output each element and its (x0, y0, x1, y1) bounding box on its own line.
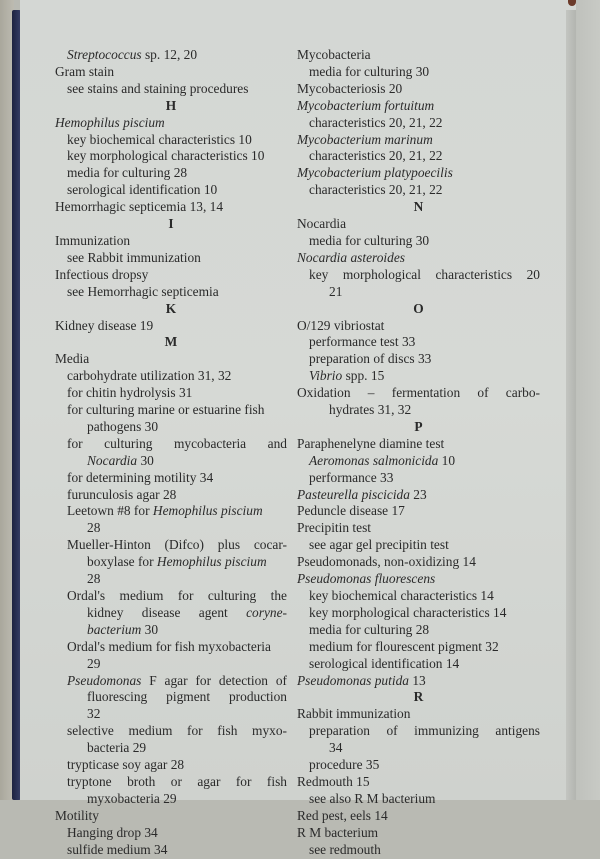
entry-text: preparation of immunizing antigens (309, 723, 540, 739)
index-subentry (55, 571, 287, 588)
index-subentry (55, 436, 287, 453)
index-entry (297, 503, 540, 520)
italic-term: Pseudomonas fluorescens (297, 571, 436, 587)
entry-text: performance 33 (309, 469, 394, 485)
entry-text: trypticase soy agar 28 (67, 757, 185, 773)
index-subentry (297, 284, 540, 301)
entry-text: F agar for detection of (141, 672, 287, 688)
entry-text: Peduncle disease 17 (297, 503, 405, 519)
entry-text: for chitin hydrolysis 31 (67, 385, 193, 401)
entry-text: pathogens 30 (87, 418, 159, 434)
entry-text: preparation of discs 33 (309, 351, 432, 367)
index-entry (297, 132, 540, 149)
entry-text: kidney disease agent (87, 604, 247, 620)
entry-text: Motility (55, 807, 99, 823)
entry-text: Hemorrhagic septicemia 13, 14 (55, 199, 224, 215)
entry-text: see redmouth (309, 841, 381, 857)
entry-text: serological identification 14 (309, 655, 460, 671)
index-subentry (55, 453, 287, 470)
index-subentry (297, 233, 540, 250)
italic-term: Nocardia asteroides (297, 249, 405, 265)
index-entry (297, 318, 540, 335)
italic-term: Pseudomonas putida (297, 672, 409, 688)
entry-text: see stains and staining procedures (67, 80, 249, 96)
entry-text: Pseudomonads, non-oxidizing 14 (297, 554, 476, 570)
index-subentry (55, 148, 287, 165)
entry-text: for culturing marine or estuarine fish (67, 402, 265, 418)
entry-text: Ordal's medium for fish myxobacteria (67, 638, 271, 654)
entry-text: characteristics 20, 21, 22 (309, 182, 443, 198)
entry-text: Immunization (55, 232, 131, 248)
italic-term: coryne- (246, 604, 287, 620)
index-subentry (297, 64, 540, 81)
entry-text: sulfide medium 34 (67, 841, 168, 857)
entry-text: 10 (438, 452, 456, 468)
index-subentry (55, 503, 287, 520)
entry-text: medium for flourescent pigment 32 (309, 638, 499, 654)
italic-term: Hemophilus piscium (152, 503, 263, 519)
index-entry (297, 571, 540, 588)
index-subentry (55, 639, 287, 656)
index-entry (297, 520, 540, 537)
index-subentry (55, 842, 287, 859)
entry-text: fluorescing pigment production (87, 689, 287, 705)
entry-text: boxylase for (87, 554, 157, 570)
italic-term: Pasteurella piscicida (297, 486, 410, 502)
entry-text: 23 (409, 486, 427, 502)
italic-term: Mycobacterium marinum (297, 131, 433, 147)
entry-text: see Hemorrhagic septicemia (67, 283, 219, 299)
index-subentry (297, 537, 540, 554)
entry-text: sp. 12, 20 (141, 47, 198, 62)
entry-text: Leetown #8 for (67, 503, 153, 519)
index-subentry (297, 334, 540, 351)
index-column-right (297, 47, 540, 859)
index-entry (297, 673, 540, 690)
entry-text: media for culturing 28 (67, 165, 188, 181)
entry-text: Redmouth 15 (297, 773, 370, 789)
entry-text: Mycobacteriosis 20 (297, 80, 403, 96)
entry-text: Ordal's medium for culturing the (67, 588, 287, 603)
index-entry (297, 385, 540, 402)
entry-text: R M bacterium (297, 824, 379, 840)
index-subentry (55, 250, 287, 267)
index-subentry (55, 689, 287, 706)
index-letter-header: H (165, 97, 177, 113)
entry-text: for culturing mycobacteria and (67, 435, 287, 451)
index-subentry (55, 605, 287, 622)
italic-term: Hemophilus piscium (55, 114, 165, 130)
italic-term: Mycobacterium fortuitum (297, 97, 435, 113)
index-entry (55, 351, 287, 368)
index-subentry (55, 520, 287, 537)
index-subentry (55, 588, 287, 605)
index-entry (55, 318, 287, 335)
entry-text: Precipitin test (297, 520, 372, 536)
index-entry (297, 825, 540, 842)
index-entry (55, 199, 287, 216)
index-subentry (55, 656, 287, 673)
index-entry (297, 436, 540, 453)
index-entry (297, 165, 540, 182)
entry-text: Gram stain (55, 63, 115, 79)
index-subentry (297, 148, 540, 165)
index-subentry (297, 723, 540, 740)
index-subentry (297, 622, 540, 639)
index-entry (297, 487, 540, 504)
entry-text: for determining motility 34 (67, 469, 214, 485)
index-subentry (55, 419, 287, 436)
italic-term: Vibrio (309, 368, 343, 384)
index-subentry (55, 470, 287, 487)
index-subentry (55, 825, 287, 842)
entry-text: O/129 vibriostat (297, 317, 385, 333)
page-edge (566, 10, 576, 800)
index-subentry (297, 115, 540, 132)
index-subentry (55, 284, 287, 301)
entry-text: 21 (329, 283, 343, 299)
index-subentry (55, 487, 287, 504)
index-entry (297, 808, 540, 825)
entry-text: see Rabbit immunization (67, 249, 201, 265)
index-letter-header: P (414, 418, 423, 434)
entry-text: characteristics 20, 21, 22 (309, 148, 443, 164)
index-entry (297, 216, 540, 233)
index-subentry (55, 182, 287, 199)
italic-term: bacterium (87, 621, 142, 637)
index-entry (297, 250, 540, 267)
entry-text: serological identification 10 (67, 182, 218, 198)
index-subentry (55, 165, 287, 182)
index-entry (55, 64, 287, 81)
index-entry (297, 47, 540, 64)
index-entry (55, 808, 287, 825)
entry-text: selective medium for fish myxo- (67, 723, 287, 739)
index-letter-header: O (413, 300, 424, 316)
entry-text: media for culturing 30 (309, 63, 430, 79)
entry-text: 30 (141, 621, 159, 637)
index-subentry (55, 740, 287, 757)
index-entry (55, 267, 287, 284)
index-subentry (297, 791, 540, 808)
entry-text: key biochemical characteristics 10 (67, 131, 252, 147)
entry-text: 28 (87, 571, 101, 587)
index-entry (55, 233, 287, 250)
index-letter-header: M (164, 334, 178, 350)
entry-text: key morphological characteristics 20 (309, 266, 540, 282)
index-subentry (55, 673, 287, 690)
index-subentry (297, 740, 540, 757)
index-entry (297, 774, 540, 791)
index-subentry (297, 182, 540, 199)
entry-text: key morphological characteristics 14 (309, 604, 507, 620)
entry-text: Media (55, 351, 90, 367)
index-entry (55, 115, 287, 132)
entry-text: Oxidation – fermentation of carbo- (297, 385, 540, 401)
index-subentry (55, 132, 287, 149)
entry-text: furunculosis agar 28 (67, 486, 177, 502)
index-entry (297, 98, 540, 115)
index-subentry (55, 47, 287, 64)
entry-text: 28 (87, 520, 101, 536)
entry-text: 29 (87, 655, 101, 671)
entry-text: media for culturing 28 (309, 621, 430, 637)
entry-text: see also R M bacterium (309, 790, 436, 806)
entry-text: Mycobacteria (297, 47, 371, 62)
italic-term: Hemophilus piscium (156, 554, 267, 570)
entry-text: hydrates 31, 32 (329, 402, 412, 418)
entry-text: Nocardia (297, 216, 347, 232)
index-subentry (297, 368, 540, 385)
index-subentry (55, 554, 287, 571)
entry-text: Red pest, eels 14 (297, 807, 388, 823)
italic-term: Nocardia (87, 452, 138, 468)
entry-text: 32 (87, 706, 101, 722)
index-subentry (55, 385, 287, 402)
italic-term: Mycobacterium platypoecilis (297, 165, 453, 181)
index-subentry (297, 402, 540, 419)
entry-text: myxobacteria 29 (87, 790, 177, 806)
index-subentry (297, 470, 540, 487)
index-letter-header: K (165, 300, 177, 316)
index-subentry (55, 791, 287, 808)
entry-text: 34 (329, 740, 343, 756)
italic-term: Pseudomonas (67, 672, 142, 688)
index-letter-header: R (413, 689, 424, 705)
index-column-left (55, 47, 287, 859)
index-subentry (55, 774, 287, 791)
index-letter-header: I (168, 216, 174, 232)
italic-term: Streptococcus (67, 47, 142, 62)
entry-text: 13 (408, 672, 426, 688)
index-subentry (297, 588, 540, 605)
index-subentry (55, 757, 287, 774)
entry-text: key biochemical characteristics 14 (309, 588, 494, 603)
index-subentry (297, 842, 540, 859)
entry-text: key morphological characteristics 10 (67, 148, 265, 164)
index-subentry (55, 81, 287, 98)
index-subentry (297, 605, 540, 622)
index-letter-header: N (413, 199, 424, 215)
desk-background-right (576, 0, 600, 800)
index-subentry (55, 537, 287, 554)
entry-text: procedure 35 (309, 757, 380, 773)
index-subentry (55, 622, 287, 639)
entry-text: spp. 15 (342, 368, 385, 384)
entry-text: Mueller-Hinton (Difco) plus cocar- (67, 537, 287, 553)
index-subentry (55, 706, 287, 723)
index-entry (297, 554, 540, 571)
entry-text: see agar gel precipitin test (309, 537, 449, 553)
entry-text: Kidney disease 19 (55, 317, 154, 333)
index-subentry (297, 351, 540, 368)
entry-text: Paraphenelyne diamine test (297, 435, 445, 451)
italic-term: Aeromonas salmonicida (309, 452, 439, 468)
entry-text: media for culturing 30 (309, 232, 430, 248)
entry-text: Rabbit immunization (297, 706, 411, 722)
index-subentry (297, 656, 540, 673)
index-subentry (55, 723, 287, 740)
entry-text: characteristics 20, 21, 22 (309, 114, 443, 130)
entry-text: performance test 33 (309, 334, 416, 350)
index-subentry (297, 639, 540, 656)
entry-text: 30 (137, 452, 154, 468)
entry-text: Hanging drop 34 (67, 824, 158, 840)
index-subentry (55, 368, 287, 385)
entry-text: carbohydrate utilization 31, 32 (67, 368, 232, 384)
entry-text: Infectious dropsy (55, 266, 149, 282)
index-subentry (55, 402, 287, 419)
index-entry (297, 706, 540, 723)
entry-text: bacteria 29 (87, 740, 147, 756)
index-subentry (297, 757, 540, 774)
entry-text: tryptone broth or agar for fish (67, 773, 287, 789)
index-subentry (297, 267, 540, 284)
index-entry (297, 81, 540, 98)
index-subentry (297, 453, 540, 470)
